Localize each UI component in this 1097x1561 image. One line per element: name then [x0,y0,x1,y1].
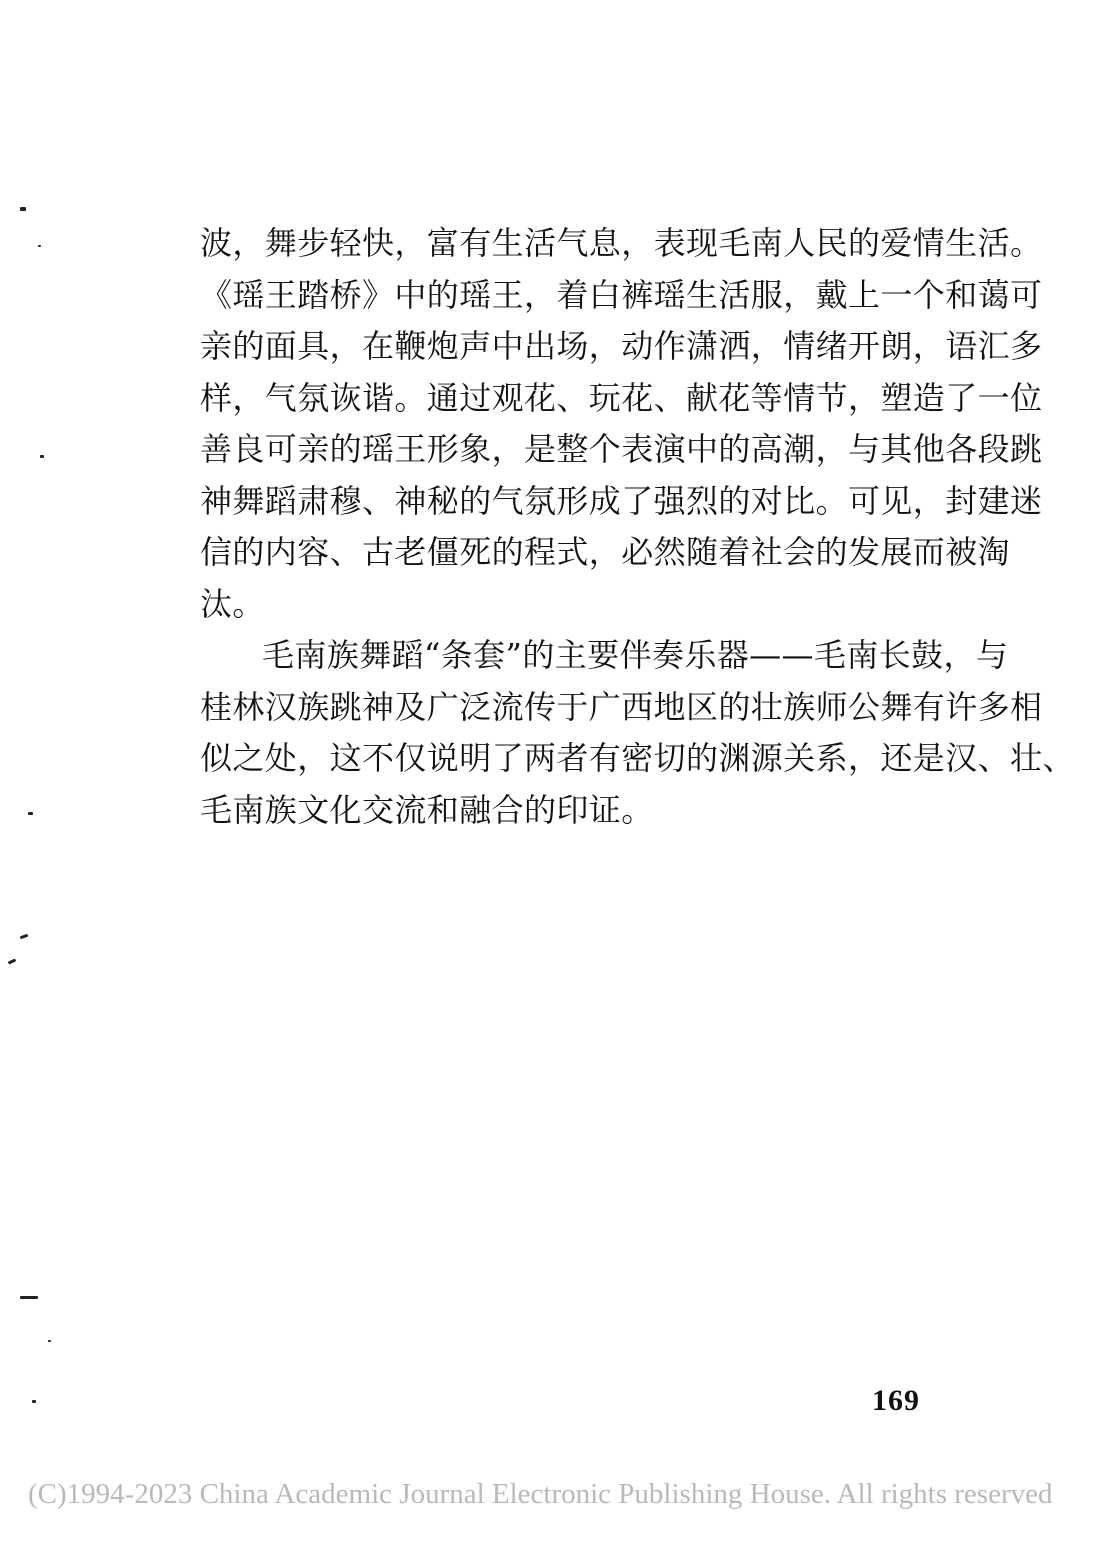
text-line: 信的内容、古老僵死的程式，必然随着社会的发展而被淘 [200,533,1011,571]
scan-speck [20,1296,38,1299]
text-line: 样，气氛诙谐。通过观花、玩花、献花等情节，塑造了一位 [200,378,1043,417]
scan-speck [40,455,44,458]
text-line: 波，舞步轻快，富有生活气息，表现毛南人民的爱情生活。 [200,224,1043,262]
text-line: 亲的面具，在鞭炮声中出场，动作潇洒，情绪开朗，语汇多 [200,327,1043,365]
text-line: 神舞蹈肃穆、神秘的气氛形成了强烈的对比。可见，封建迷 [200,481,1043,520]
text-line: 毛南族文化交流和融合的印证。 [200,790,654,829]
text-line: 《瑶王踏桥》中的瑶王，着白裤瑶生活服，戴上一个和蔼可 [200,275,1043,314]
copyright-footer: (C)1994-2023 China Academic Journal Electronic Publishing House. All rights reserved [28,1478,1053,1510]
scan-speck [28,812,33,815]
text-line: 似之处，这不仅说明了两者有密切的渊源关系，还是汉、壮、 [200,739,1075,777]
scan-speck [38,245,41,247]
paragraph-2 [200,630,1075,836]
scan-speck [48,1340,51,1342]
text-line: 桂林汉族跳神及广泛流传于广西地区的壮族师公舞有许多相 [200,687,1043,726]
body-text [200,218,1075,836]
page-number: 169 [872,1384,920,1417]
text-line: 毛南族舞蹈“条套”的主要伴奏乐器——毛南长鼓，与 [262,636,1009,674]
scan-speck [8,958,17,964]
scan-speck [20,207,26,211]
paragraph-1 [200,218,1043,630]
scan-speck [20,934,29,940]
text-line: 善良可亲的瑶王形象，是整个表演中的高潮，与其他各段跳 [200,430,1043,468]
text-line: 汰。 [200,584,265,623]
scan-speck [32,1400,36,1403]
